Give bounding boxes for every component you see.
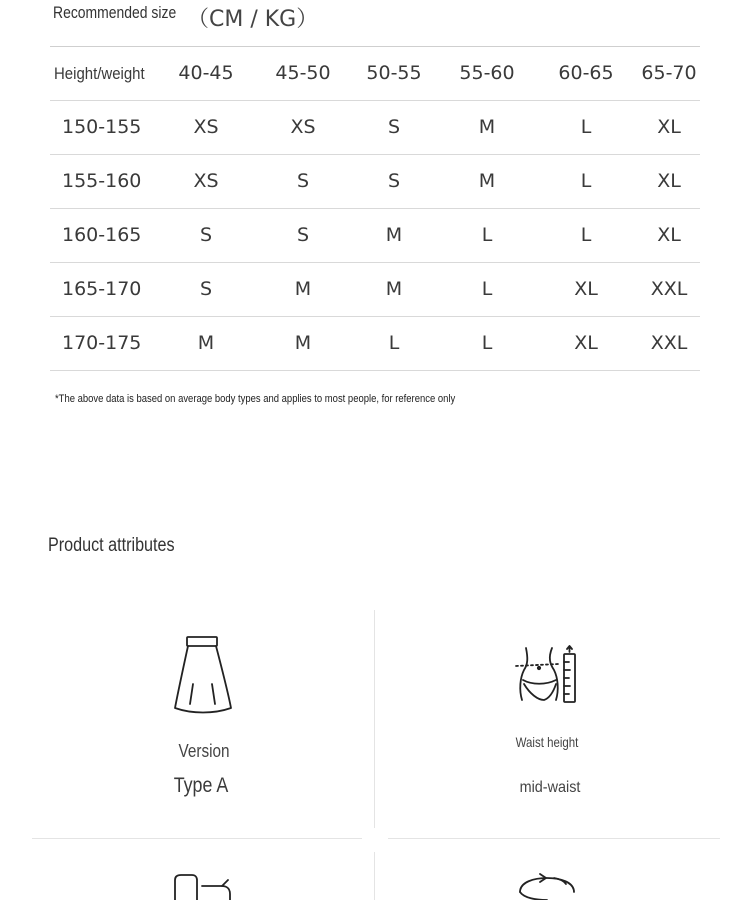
table-cell: 165-170 xyxy=(62,278,142,300)
table-cell: M xyxy=(385,278,403,300)
table-row xyxy=(50,317,700,371)
attribute-divider-horizontal xyxy=(32,838,362,839)
table-cell: XL xyxy=(657,224,681,246)
table-cell: L xyxy=(481,224,493,246)
table-row xyxy=(50,209,700,263)
table-cell: S xyxy=(199,224,213,246)
table-cell: XS xyxy=(193,170,219,192)
waist-circumference-icon xyxy=(514,872,580,900)
table-row xyxy=(50,263,700,317)
attribute-label-version: Version xyxy=(178,741,230,761)
table-cell: L xyxy=(580,116,592,138)
table-cell: M xyxy=(197,332,215,354)
header-cell: 55-60 xyxy=(459,62,515,84)
table-cell: S xyxy=(296,170,310,192)
table-cell: 170-175 xyxy=(62,332,142,354)
waist-height-icon xyxy=(514,642,580,708)
product-attributes-title: Product attributes xyxy=(48,535,175,556)
attribute-value-waist-height: mid-waist xyxy=(519,779,581,796)
table-cell: 155-160 xyxy=(62,170,142,192)
length-icon xyxy=(170,872,236,900)
table-cell: XS xyxy=(193,116,219,138)
attribute-value-version: Type A xyxy=(173,774,229,797)
table-cell: XXL xyxy=(650,332,688,354)
table-cell: M xyxy=(385,224,403,246)
table-cell: M xyxy=(294,332,312,354)
table-cell: S xyxy=(199,278,213,300)
table-cell: 150-155 xyxy=(62,116,142,138)
size-table xyxy=(50,46,700,371)
table-cell: L xyxy=(481,278,493,300)
header-cell xyxy=(54,47,157,100)
attribute-divider-horizontal xyxy=(388,838,720,839)
table-cell: XS xyxy=(290,116,316,138)
table-cell: M xyxy=(294,278,312,300)
size-chart-note: *The above data is based on average body types and applies to most people, for reference only xyxy=(55,393,456,405)
table-cell: XL xyxy=(657,116,681,138)
table-cell: S xyxy=(387,116,401,138)
table-row xyxy=(50,155,700,209)
size-chart-unit: （CM / KG） xyxy=(187,7,319,32)
table-cell: XL xyxy=(574,278,598,300)
table-cell: 160-165 xyxy=(62,224,142,246)
attribute-label-waist-height: Waist height xyxy=(515,734,579,750)
table-cell: S xyxy=(387,170,401,192)
header-cell: 45-50 xyxy=(275,62,331,84)
skirt-icon xyxy=(170,634,236,718)
attribute-divider-vertical xyxy=(374,852,375,900)
table-cell: M xyxy=(478,170,496,192)
header-cell: 65-70 xyxy=(641,62,697,84)
header-cell: 60-65 xyxy=(558,62,614,84)
table-cell: L xyxy=(580,170,592,192)
size-table-header xyxy=(50,46,700,101)
size-chart-heading: Recommended size xyxy=(53,3,177,22)
table-cell: L xyxy=(481,332,493,354)
header-label: Height/weight xyxy=(54,64,145,83)
table-row xyxy=(50,101,700,155)
header-cell: 40-45 xyxy=(178,62,234,84)
table-cell: XL xyxy=(657,170,681,192)
table-cell: L xyxy=(580,224,592,246)
attribute-divider-vertical xyxy=(374,610,375,828)
table-cell: S xyxy=(296,224,310,246)
table-cell: XL xyxy=(574,332,598,354)
size-chart-title xyxy=(53,3,319,33)
table-cell: L xyxy=(388,332,400,354)
header-cell: 50-55 xyxy=(366,62,422,84)
table-cell: XXL xyxy=(650,278,688,300)
table-cell: M xyxy=(478,116,496,138)
